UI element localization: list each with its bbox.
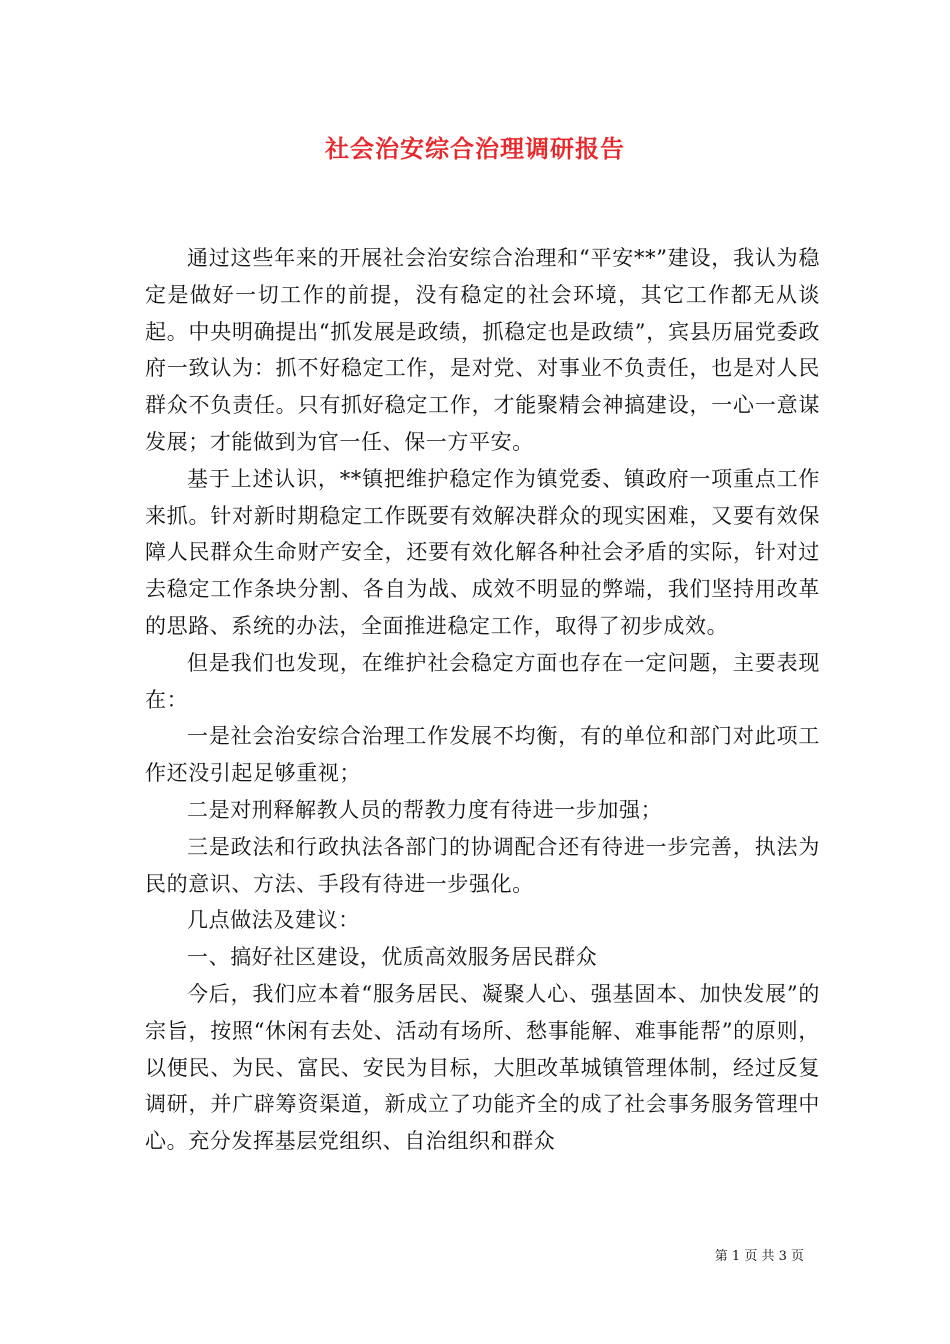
paragraph: 一是社会治安综合治理工作发展不均衡，有的单位和部门对此项工作还没引起足够重视； [145, 724, 820, 786]
document-title: 社会治安综合治理调研报告 [325, 134, 625, 163]
document-body [145, 240, 820, 1160]
paragraph: 二是对刑释解教人员的帮教力度有待进一步加强； [187, 797, 663, 822]
paragraph: 但是我们也发现，在维护社会稳定方面也存在一定问题，主要表现在： [145, 650, 820, 712]
page-number: 第 1 页 共 3 页 [714, 1249, 804, 1264]
paragraph: 三是政法和行政执法各部门的协调配合还有待进一步完善，执法为民的意识、方法、手段有待进一步强化。 [145, 834, 820, 896]
paragraph: 通过这些年来的开展社会治安综合治理和“平安**”建设，我认为稳定是做好一切工作的前提，没有稳定的社会环境，其它工作都无从谈起。中央明确提出“抓发展是政绩，抓稳定也是政绩”，宾县历届党委政府一致认为：抓不好稳定工作，是对党、对事业不负责任，也是对人民群众不负责任。只有抓好稳定工作，才能聚精会神搞建设，一心一意谋发展；才能做到为官一任、保一方平安。 [145, 246, 820, 454]
paragraph: 几点做法及建议： [187, 908, 360, 933]
section-heading: 一、搞好社区建设，优质高效服务居民群众 [187, 945, 598, 970]
paragraph: 今后，我们应本着“服务居民、凝聚人心、强基固本、加快发展”的宗旨，按照“休闲有去处、活动有场所、愁事能解、难事能帮”的原则，以便民、为民、富民、安民为目标，大胆改革城镇管理体制，经过反复调研，并广辟筹资渠道，新成立了功能齐全的成了社会事务服务管理中心。充分发挥基层党组织、自治组织和群众 [145, 981, 820, 1154]
paragraph: 基于上述认识，**镇把维护稳定作为镇党委、镇政府一项重点工作来抓。针对新时期稳定工作既要有效解决群众的现实困难，又要有效保障人民群众生命财产安全，还要有效化解各种社会矛盾的实际，针对过去稳定工作条块分割、各自为战、成效不明显的弊端，我们坚持用改革的思路、系统的办法，全面推进稳定工作，取得了初步成效。 [145, 466, 820, 638]
